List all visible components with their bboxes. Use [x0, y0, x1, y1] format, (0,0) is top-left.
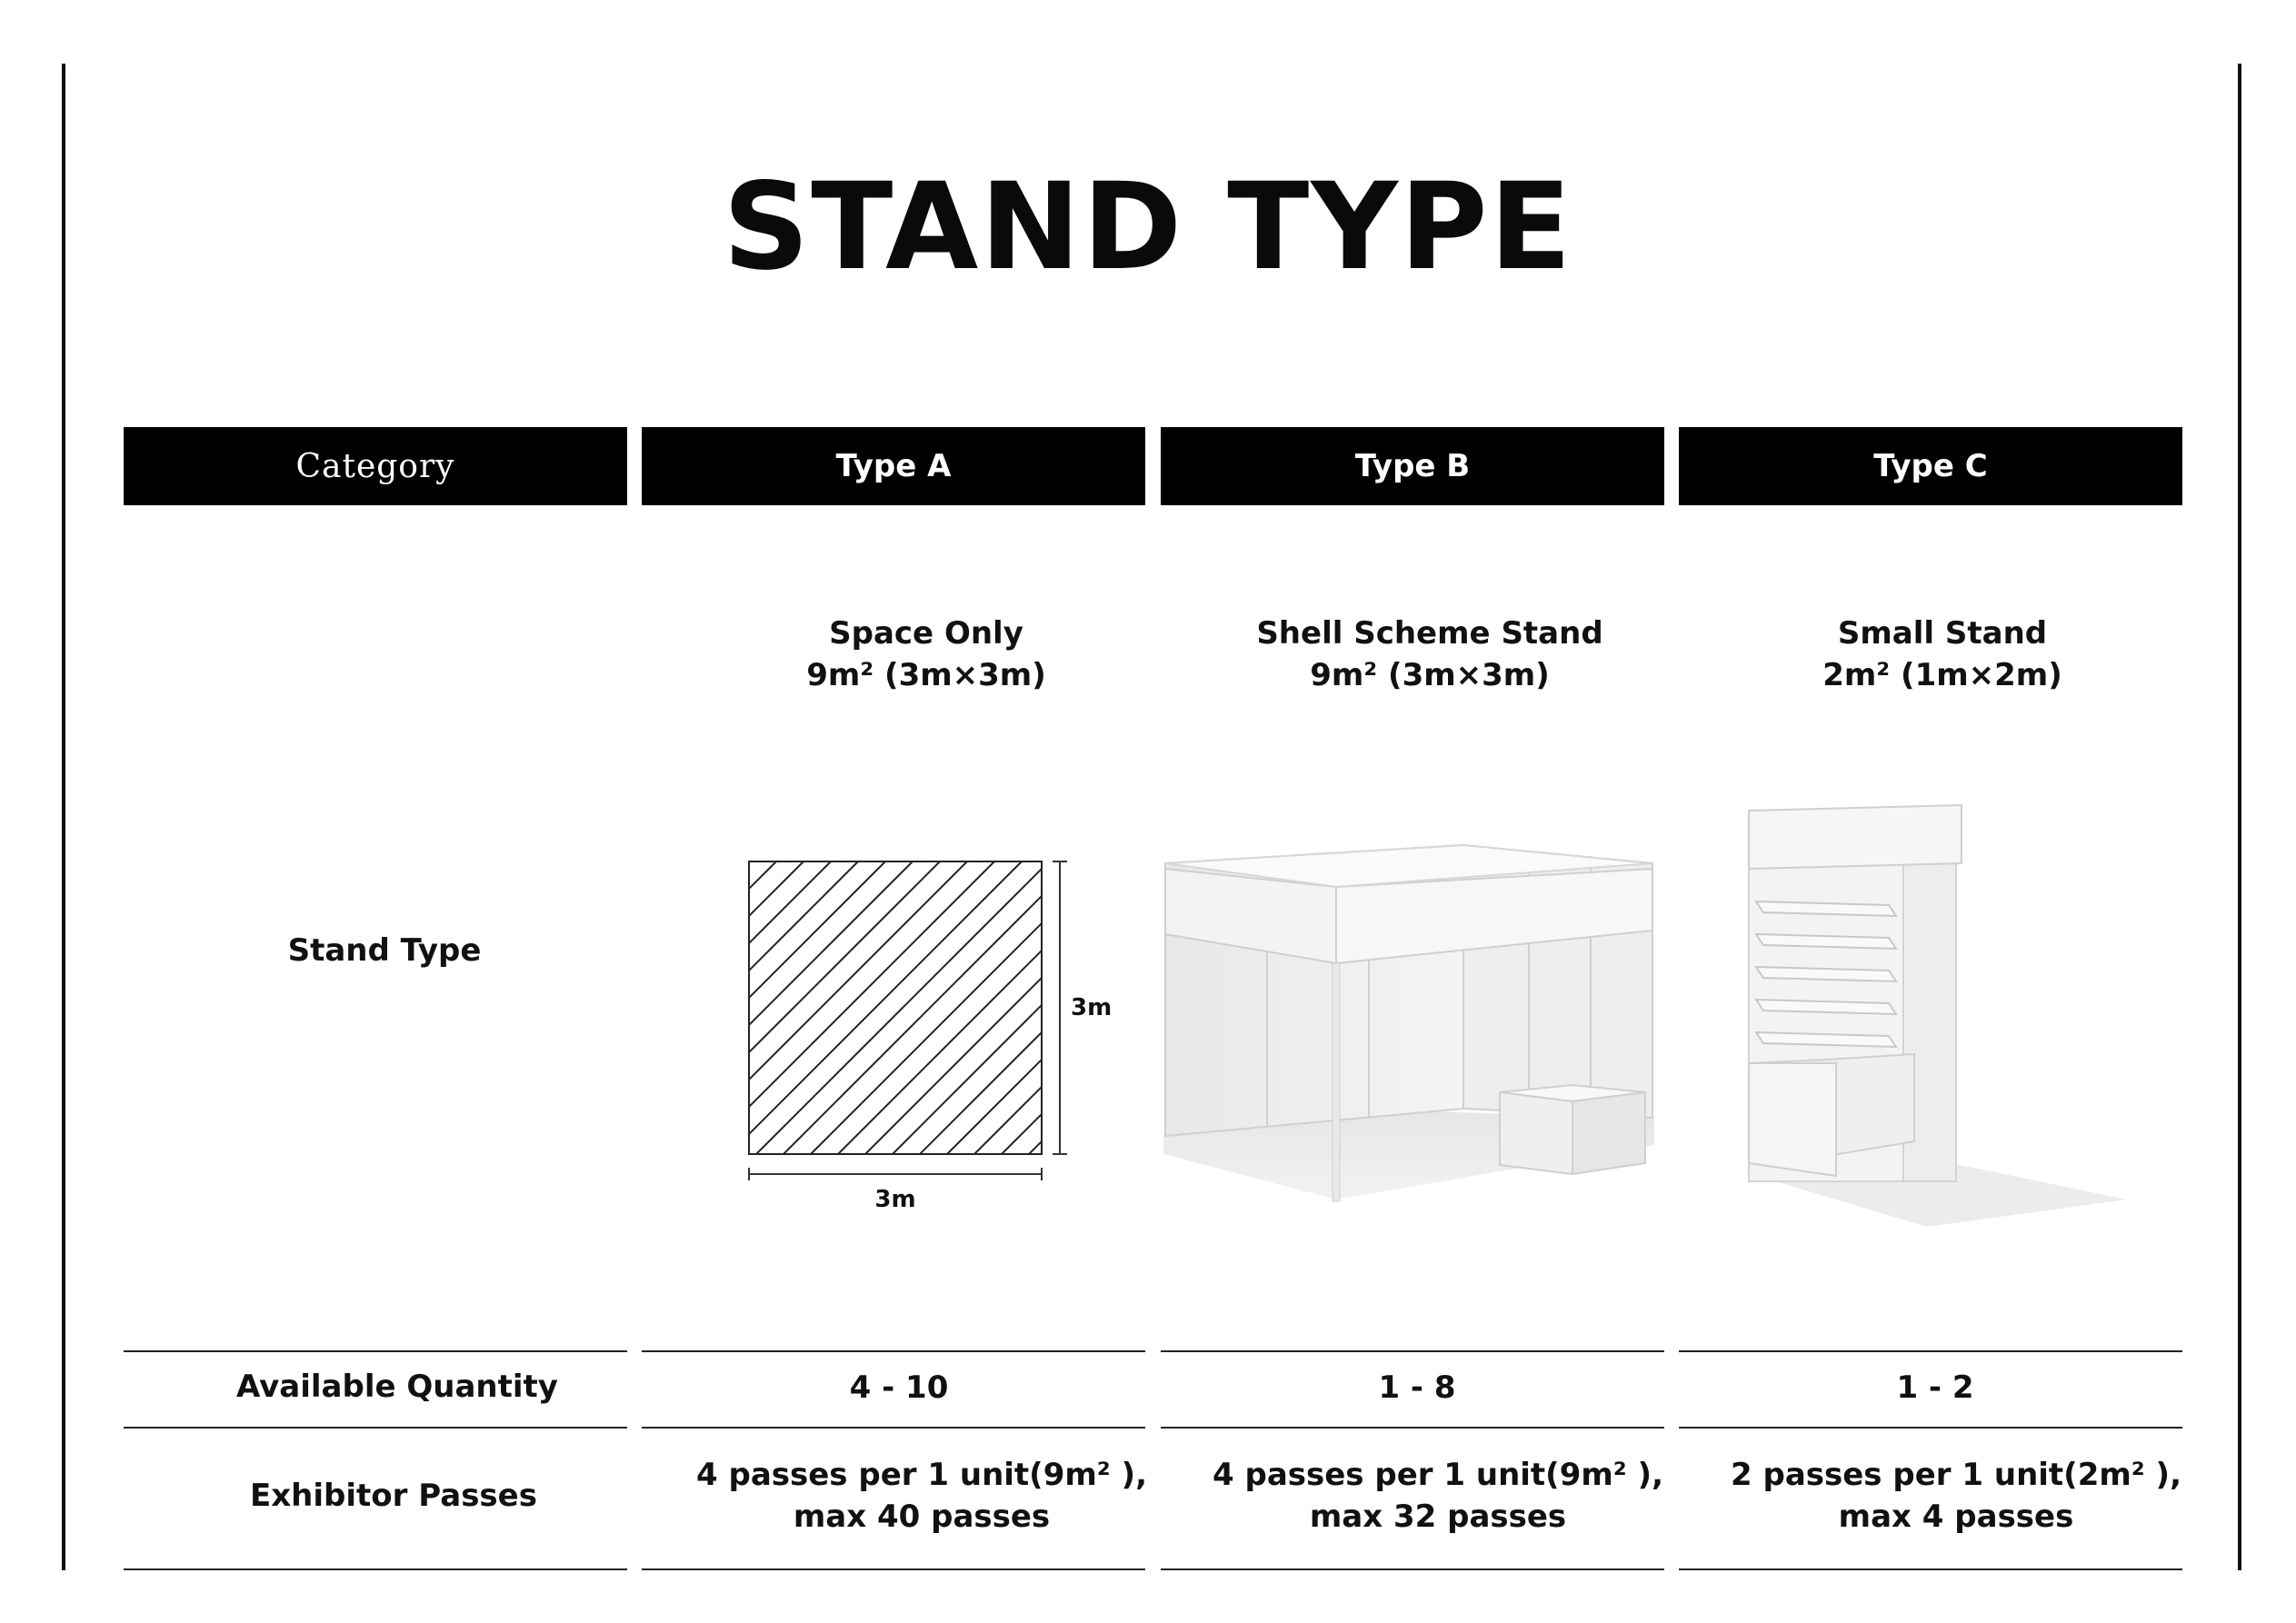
exhibitor-passes-a [658, 1454, 1185, 1538]
shell-scheme-illustration [1154, 836, 1672, 1218]
available-quantity-b: 1 - 8 [1378, 1369, 1456, 1406]
exhibitor-passes-b-line2: max 32 passes [1309, 1499, 1567, 1535]
rule-row-bottom-3 [1679, 1568, 2182, 1570]
rule-row-top-2 [1161, 1350, 1664, 1352]
small-stand-illustration [1736, 800, 2136, 1227]
exhibitor-passes-c [1692, 1454, 2220, 1538]
rule-row-bottom-2 [1161, 1568, 1664, 1570]
stand-a-size: 9m² (3m×3m) [806, 657, 1046, 693]
stand-c-size: 2m² (1m×2m) [1822, 657, 2062, 693]
rule-row-mid-1 [642, 1427, 1145, 1429]
exhibitor-passes-c-line1: 2 passes per 1 unit(2m² ), [1730, 1457, 2181, 1493]
hatch-pattern [727, 861, 1127, 1154]
stand-b-name: Shell Scheme Stand [1256, 615, 1603, 652]
header-type-b: Type B [1161, 427, 1664, 505]
row-label-exhibitor-passes: Exhibitor Passes [250, 1478, 537, 1514]
dim-width-label: 3m [874, 1186, 916, 1213]
page-title: STAND TYPE [723, 157, 1573, 297]
rule-row-bottom-0 [124, 1568, 627, 1570]
rule-row-bottom-1 [642, 1568, 1145, 1570]
rule-row-mid-0 [124, 1427, 627, 1429]
exhibitor-passes-b [1174, 1454, 1702, 1538]
exhibitor-passes-b-line1: 4 passes per 1 unit(9m² ), [1212, 1457, 1663, 1493]
dim-height-label: 3m [1071, 994, 1113, 1021]
rule-row-top-3 [1679, 1350, 2182, 1352]
exhibitor-passes-a-line2: max 40 passes [793, 1499, 1051, 1535]
stand-c-subtitle [1691, 612, 2194, 696]
row-label-stand-type: Stand Type [287, 932, 482, 969]
rule-row-top-0 [124, 1350, 627, 1352]
space-only-diagram [727, 845, 1127, 1218]
rule-row-mid-2 [1161, 1427, 1664, 1429]
available-quantity-a: 4 - 10 [849, 1369, 949, 1406]
rule-row-top-1 [642, 1350, 1145, 1352]
stand-a-subtitle [674, 612, 1178, 696]
exhibitor-passes-c-line2: max 4 passes [1838, 1499, 2074, 1535]
exhibitor-passes-a-line1: 4 passes per 1 unit(9m² ), [695, 1457, 1147, 1493]
stand-a-name: Space Only [829, 615, 1023, 652]
header-category: Category [124, 427, 627, 505]
header-type-a: Type A [642, 427, 1145, 505]
rule-row-mid-3 [1679, 1427, 2182, 1429]
stand-b-subtitle [1178, 612, 1682, 696]
stand-b-size: 9m² (3m×3m) [1310, 657, 1550, 693]
available-quantity-c: 1 - 2 [1896, 1369, 1974, 1406]
stand-c-name: Small Stand [1837, 615, 2048, 652]
row-label-available-quantity: Available Quantity [236, 1369, 558, 1405]
header-type-c: Type C [1679, 427, 2182, 505]
